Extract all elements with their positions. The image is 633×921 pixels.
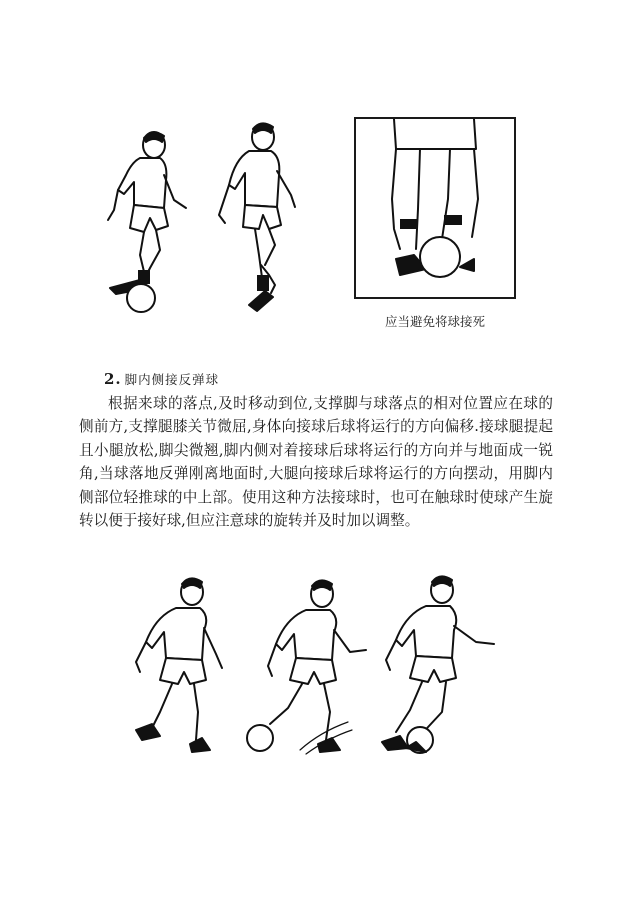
section-title: 脚内侧接反弹球 — [124, 372, 220, 387]
figure-caption: 应当避免将球接死 — [384, 314, 485, 329]
section-heading — [104, 370, 219, 388]
framed-closeup-illustration — [354, 117, 516, 299]
section-number: 2. — [104, 370, 122, 388]
player-illustration-2 — [205, 115, 305, 320]
player-sequence-illustration — [120, 572, 515, 772]
body-paragraph: 根据来球的落点,及时移动到位,支撑脚与球落点的相对位置应在球的侧前方,支撑腿膝关节微屈,身体向接球后球将运行的方向偏移.接球腿提起且小腿放松,脚尖微翘,脚内侧对着接球后球将运行的方向并与地面成一锐角,当球落地反弹刚离地面时,大腿向接球后球将运行的方向摆动，用脚内侧部位轻推球的中上部。使用这种方法接球时，也可在触球时使球产生旋转以便于接好球,但应注意球的旋转并及时加以调整。 — [79, 395, 553, 530]
player-illustration-1 — [74, 120, 194, 320]
